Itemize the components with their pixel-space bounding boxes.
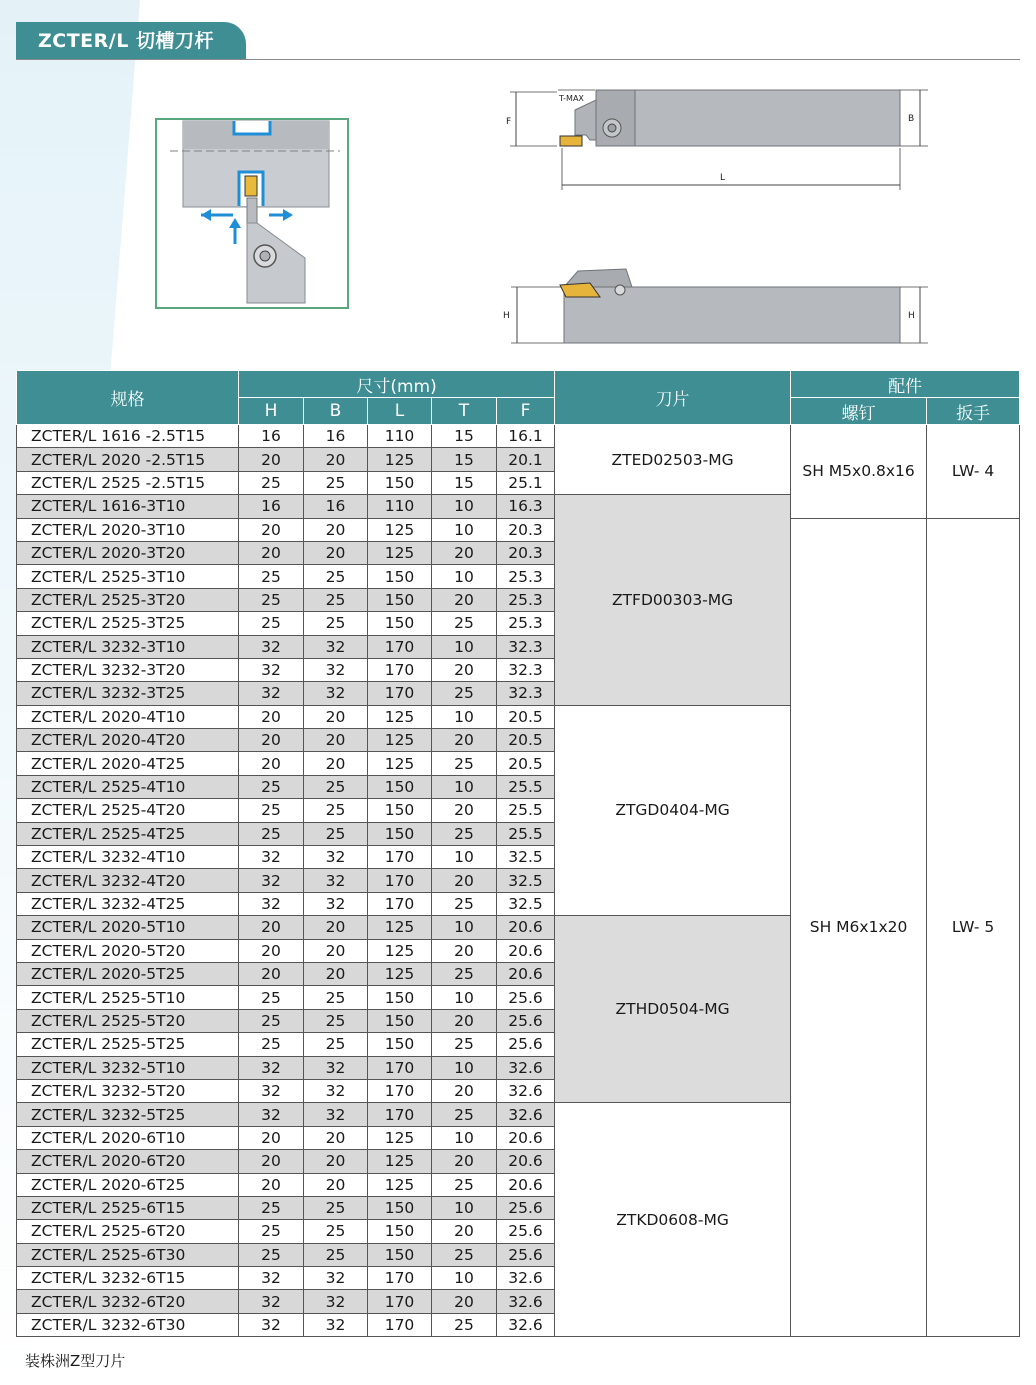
cell-value: 25 (239, 799, 304, 822)
cell-value: 20 (304, 705, 368, 728)
cell-model: ZCTER/L 2020-4T10 (17, 705, 239, 728)
cell-value: 20 (304, 518, 368, 541)
cell-value: 32 (239, 1290, 304, 1313)
cell-value: 32 (239, 682, 304, 705)
cell-screw: SH M5x0.8x16 (791, 425, 927, 519)
cell-value: 125 (368, 448, 432, 471)
cell-model: ZCTER/L 2525-4T10 (17, 775, 239, 798)
cell-value: 25 (432, 1243, 497, 1266)
cell-model: ZCTER/L 2020-3T20 (17, 541, 239, 564)
cell-value: 32 (304, 1290, 368, 1313)
cell-value: 25 (432, 1313, 497, 1336)
cell-value: 32 (239, 892, 304, 915)
cell-value: 25 (304, 565, 368, 588)
cell-value: 25 (239, 565, 304, 588)
label-f: F (506, 117, 512, 127)
cell-model: ZCTER/L 3232-3T25 (17, 682, 239, 705)
cell-value: 25.6 (497, 1220, 555, 1243)
cell-value: 25 (304, 986, 368, 1009)
cell-wrench: LW- 5 (927, 518, 1020, 1337)
cell-value: 25 (432, 1033, 497, 1056)
cell-value: 25.6 (497, 986, 555, 1009)
cell-value: 32.6 (497, 1290, 555, 1313)
cell-value: 150 (368, 1009, 432, 1032)
cell-value: 16 (239, 425, 304, 448)
cell-value: 10 (432, 846, 497, 869)
cell-value: 32 (304, 1267, 368, 1290)
cell-value: 25.5 (497, 822, 555, 845)
cell-value: 125 (368, 729, 432, 752)
cell-model: ZCTER/L 3232-4T10 (17, 846, 239, 869)
cell-value: 32 (239, 1079, 304, 1102)
cell-value: 32.6 (497, 1103, 555, 1126)
cell-value: 15 (432, 448, 497, 471)
cell-value: 125 (368, 916, 432, 939)
cell-value: 10 (432, 1126, 497, 1149)
cell-model: ZCTER/L 1616-3T10 (17, 495, 239, 518)
cell-value: 170 (368, 1290, 432, 1313)
cell-model: ZCTER/L 2525-3T25 (17, 612, 239, 635)
cell-value: 20 (304, 448, 368, 471)
cell-value: 20 (432, 869, 497, 892)
cell-value: 150 (368, 1220, 432, 1243)
cell-model: ZCTER/L 2525-5T10 (17, 986, 239, 1009)
cell-value: 16 (239, 495, 304, 518)
cell-value: 25 (304, 1220, 368, 1243)
cell-model: ZCTER/L 2020-6T10 (17, 1126, 239, 1149)
cell-value: 150 (368, 775, 432, 798)
cell-value: 170 (368, 1079, 432, 1102)
cell-model: ZCTER/L 2525-3T20 (17, 588, 239, 611)
cell-value: 170 (368, 1056, 432, 1079)
header-accessories: 配件 (791, 371, 1020, 398)
cell-value: 32.6 (497, 1267, 555, 1290)
cell-value: 125 (368, 939, 432, 962)
cell-value: 25 (304, 1033, 368, 1056)
cell-value: 170 (368, 869, 432, 892)
cell-value: 150 (368, 471, 432, 494)
cell-value: 25 (239, 471, 304, 494)
cell-value: 20 (239, 541, 304, 564)
cell-value: 20.6 (497, 916, 555, 939)
cell-value: 110 (368, 495, 432, 518)
cell-model: ZCTER/L 2020-6T20 (17, 1150, 239, 1173)
cell-value: 20.3 (497, 518, 555, 541)
application-diagram (155, 118, 350, 310)
cell-model: ZCTER/L 3232-6T30 (17, 1313, 239, 1336)
header-wrench: 扳手 (927, 398, 1020, 425)
cell-value: 150 (368, 1033, 432, 1056)
cell-model: ZCTER/L 2525-4T25 (17, 822, 239, 845)
cell-value: 25.5 (497, 799, 555, 822)
cell-value: 20 (432, 541, 497, 564)
cell-value: 20 (304, 939, 368, 962)
cell-value: 32.5 (497, 846, 555, 869)
cell-value: 15 (432, 425, 497, 448)
cell-value: 32 (239, 1103, 304, 1126)
cell-value: 25 (432, 822, 497, 845)
header-insert: 刀片 (555, 371, 791, 425)
cell-model: ZCTER/L 2525-5T20 (17, 1009, 239, 1032)
cell-value: 150 (368, 986, 432, 1009)
cell-value: 25 (304, 471, 368, 494)
cell-value: 10 (432, 1267, 497, 1290)
cell-value: 10 (432, 705, 497, 728)
cell-model: ZCTER/L 2525-6T30 (17, 1243, 239, 1266)
cell-value: 32.6 (497, 1079, 555, 1102)
cell-value: 32 (304, 869, 368, 892)
cell-value: 170 (368, 635, 432, 658)
cell-model: ZCTER/L 3232-6T15 (17, 1267, 239, 1290)
cell-value: 32 (304, 1056, 368, 1079)
cell-value: 20.5 (497, 705, 555, 728)
cell-value: 125 (368, 1126, 432, 1149)
cell-value: 20 (432, 1009, 497, 1032)
cell-value: 20.6 (497, 962, 555, 985)
cell-value: 10 (432, 635, 497, 658)
cell-value: 25 (304, 612, 368, 635)
cell-model: ZCTER/L 2525-6T15 (17, 1196, 239, 1219)
cell-value: 25 (304, 1009, 368, 1032)
cell-value: 25 (432, 752, 497, 775)
cell-model: ZCTER/L 2525-3T10 (17, 565, 239, 588)
tool-top-view-diagram (500, 80, 930, 192)
cell-value: 25 (304, 775, 368, 798)
cell-value: 20 (432, 1220, 497, 1243)
page-title: ZCTER/L 切槽刀杆 (16, 22, 246, 60)
cell-value: 25 (304, 822, 368, 845)
cell-value: 20 (239, 752, 304, 775)
cell-value: 20 (239, 1150, 304, 1173)
cell-value: 25.3 (497, 588, 555, 611)
cell-value: 20 (432, 1079, 497, 1102)
cell-value: 20.5 (497, 729, 555, 752)
cell-value: 32.6 (497, 1313, 555, 1336)
cell-value: 25.1 (497, 471, 555, 494)
cell-value: 125 (368, 1150, 432, 1173)
cell-value: 10 (432, 775, 497, 798)
header-f: F (497, 398, 555, 425)
cell-value: 20 (304, 752, 368, 775)
cell-model: ZCTER/L 3232-4T25 (17, 892, 239, 915)
label-b: B (908, 114, 915, 124)
cell-value: 32 (239, 658, 304, 681)
cell-value: 20 (239, 1173, 304, 1196)
cell-value: 25 (432, 892, 497, 915)
cell-value: 25 (239, 1243, 304, 1266)
table-row (17, 518, 1020, 541)
cell-value: 20 (432, 658, 497, 681)
cell-value: 125 (368, 518, 432, 541)
cell-value: 32.3 (497, 682, 555, 705)
cell-model: ZCTER/L 2525-4T20 (17, 799, 239, 822)
cell-model: ZCTER/L 3232-5T10 (17, 1056, 239, 1079)
cell-value: 170 (368, 1267, 432, 1290)
cell-value: 150 (368, 612, 432, 635)
cell-value: 10 (432, 986, 497, 1009)
cell-model: ZCTER/L 2525-5T25 (17, 1033, 239, 1056)
cell-value: 170 (368, 682, 432, 705)
cell-value: 32.3 (497, 635, 555, 658)
cell-value: 25 (239, 588, 304, 611)
cell-value: 170 (368, 1103, 432, 1126)
cell-value: 25 (304, 588, 368, 611)
cell-value: 25.5 (497, 775, 555, 798)
cell-model: ZCTER/L 3232-5T20 (17, 1079, 239, 1102)
cell-value: 25 (432, 682, 497, 705)
cell-value: 25 (304, 1196, 368, 1219)
cell-value: 25.6 (497, 1009, 555, 1032)
cell-insert: ZTGD0404-MG (555, 705, 791, 916)
cell-value: 20 (432, 1150, 497, 1173)
cell-model: ZCTER/L 3232-5T25 (17, 1103, 239, 1126)
cell-value: 32 (239, 869, 304, 892)
cell-value: 10 (432, 1196, 497, 1219)
table-row (17, 425, 1020, 448)
cell-model: ZCTER/L 3232-3T20 (17, 658, 239, 681)
cell-value: 25.6 (497, 1243, 555, 1266)
cell-value: 16 (304, 495, 368, 518)
cell-value: 10 (432, 565, 497, 588)
tool-side-view-diagram (500, 263, 930, 348)
cell-value: 25 (304, 1243, 368, 1266)
cell-value: 20 (239, 1126, 304, 1149)
cell-value: 170 (368, 658, 432, 681)
label-h-right: H (908, 311, 915, 321)
cell-value: 20 (239, 939, 304, 962)
cell-value: 170 (368, 892, 432, 915)
cell-value: 20 (304, 541, 368, 564)
cell-value: 25 (432, 962, 497, 985)
header-h: H (239, 398, 304, 425)
cell-model: ZCTER/L 2020-5T10 (17, 916, 239, 939)
cell-value: 32 (239, 846, 304, 869)
cell-value: 32 (239, 1267, 304, 1290)
cell-value: 20 (432, 1290, 497, 1313)
cell-value: 25 (432, 1173, 497, 1196)
cell-value: 150 (368, 565, 432, 588)
cell-insert: ZTFD00303-MG (555, 495, 791, 706)
cell-value: 32 (304, 682, 368, 705)
cell-value: 10 (432, 495, 497, 518)
cell-value: 25 (239, 1033, 304, 1056)
cell-value: 25 (239, 822, 304, 845)
cell-value: 170 (368, 846, 432, 869)
cell-value: 20 (432, 939, 497, 962)
cell-value: 25.6 (497, 1196, 555, 1219)
cell-value: 32 (239, 635, 304, 658)
header-t: T (432, 398, 497, 425)
cell-value: 25 (239, 1009, 304, 1032)
header-size: 尺寸(mm) (239, 371, 555, 398)
cell-value: 20 (239, 916, 304, 939)
cell-value: 32 (304, 635, 368, 658)
cell-value: 150 (368, 1196, 432, 1219)
cell-value: 150 (368, 799, 432, 822)
cell-value: 32 (239, 1313, 304, 1336)
cell-value: 20 (239, 448, 304, 471)
cell-value: 25 (432, 612, 497, 635)
cell-model: ZCTER/L 2020-5T20 (17, 939, 239, 962)
cell-value: 150 (368, 588, 432, 611)
cell-value: 20.1 (497, 448, 555, 471)
cell-value: 25 (239, 1196, 304, 1219)
cell-value: 20.6 (497, 1150, 555, 1173)
cell-value: 20.3 (497, 541, 555, 564)
cell-value: 20.6 (497, 1173, 555, 1196)
cell-model: ZCTER/L 2020-4T20 (17, 729, 239, 752)
cell-model: ZCTER/L 1616 -2.5T15 (17, 425, 239, 448)
cell-value: 32.5 (497, 892, 555, 915)
cell-value: 125 (368, 541, 432, 564)
cell-value: 25 (239, 1220, 304, 1243)
cell-value: 15 (432, 471, 497, 494)
cell-value: 20 (432, 729, 497, 752)
cell-model: ZCTER/L 2020-6T25 (17, 1173, 239, 1196)
footnote: 装株洲Z型刀片 (25, 1352, 126, 1370)
cell-value: 20 (239, 518, 304, 541)
header-l: L (368, 398, 432, 425)
cell-value: 20 (432, 588, 497, 611)
cell-model: ZCTER/L 3232-3T10 (17, 635, 239, 658)
cell-value: 20.6 (497, 939, 555, 962)
cell-value: 10 (432, 916, 497, 939)
cell-value: 20 (239, 705, 304, 728)
cell-value: 16 (304, 425, 368, 448)
cell-value: 25 (432, 1103, 497, 1126)
cell-value: 125 (368, 962, 432, 985)
cell-insert: ZTHD0504-MG (555, 916, 791, 1103)
cell-value: 150 (368, 1243, 432, 1266)
cell-value: 125 (368, 1173, 432, 1196)
cell-value: 20 (304, 729, 368, 752)
cell-value: 32 (239, 1056, 304, 1079)
cell-value: 25 (239, 775, 304, 798)
cell-model: ZCTER/L 2525-6T20 (17, 1220, 239, 1243)
cell-value: 32.5 (497, 869, 555, 892)
cell-value: 25 (239, 986, 304, 1009)
cell-value: 32 (304, 1313, 368, 1336)
label-l: L (720, 173, 726, 183)
cell-value: 170 (368, 1313, 432, 1336)
header-screw: 螺钉 (791, 398, 927, 425)
cell-value: 20 (304, 1150, 368, 1173)
cell-value: 20 (304, 962, 368, 985)
title-divider (16, 59, 1020, 60)
cell-value: 32 (304, 892, 368, 915)
cell-value: 125 (368, 705, 432, 728)
cell-value: 20.5 (497, 752, 555, 775)
cell-value: 20 (239, 962, 304, 985)
cell-value: 25.3 (497, 565, 555, 588)
cell-insert: ZTKD0608-MG (555, 1103, 791, 1337)
cell-value: 110 (368, 425, 432, 448)
cell-value: 16.3 (497, 495, 555, 518)
cell-model: ZCTER/L 2020-4T25 (17, 752, 239, 775)
label-t-max: T-MAX (559, 94, 584, 103)
cell-model: ZCTER/L 3232-4T20 (17, 869, 239, 892)
cell-value: 32 (304, 846, 368, 869)
cell-wrench: LW- 4 (927, 425, 1020, 519)
cell-value: 20 (432, 799, 497, 822)
cell-model: ZCTER/L 2020-3T10 (17, 518, 239, 541)
cell-value: 25 (304, 799, 368, 822)
cell-value: 32 (304, 1103, 368, 1126)
header-b: B (304, 398, 368, 425)
cell-value: 32 (304, 658, 368, 681)
cell-value: 32 (304, 1079, 368, 1102)
cell-value: 32.3 (497, 658, 555, 681)
cell-insert: ZTED02503-MG (555, 425, 791, 495)
cell-value: 125 (368, 752, 432, 775)
cell-value: 25 (239, 612, 304, 635)
cell-value: 20 (304, 916, 368, 939)
spec-table (16, 370, 1020, 1337)
cell-value: 16.1 (497, 425, 555, 448)
cell-value: 20 (304, 1126, 368, 1149)
cell-model: ZCTER/L 3232-6T20 (17, 1290, 239, 1313)
label-h-left: H (503, 311, 510, 321)
cell-model: ZCTER/L 2525 -2.5T15 (17, 471, 239, 494)
cell-value: 32.6 (497, 1056, 555, 1079)
cell-screw: SH M6x1x20 (791, 518, 927, 1337)
cell-value: 20.6 (497, 1126, 555, 1149)
cell-value: 10 (432, 1056, 497, 1079)
cell-model: ZCTER/L 2020 -2.5T15 (17, 448, 239, 471)
cell-value: 25.3 (497, 612, 555, 635)
header-spec: 规格 (17, 371, 239, 425)
cell-value: 150 (368, 822, 432, 845)
cell-value: 10 (432, 518, 497, 541)
cell-value: 20 (304, 1173, 368, 1196)
cell-value: 20 (239, 729, 304, 752)
cell-model: ZCTER/L 2020-5T25 (17, 962, 239, 985)
cell-value: 25.6 (497, 1033, 555, 1056)
